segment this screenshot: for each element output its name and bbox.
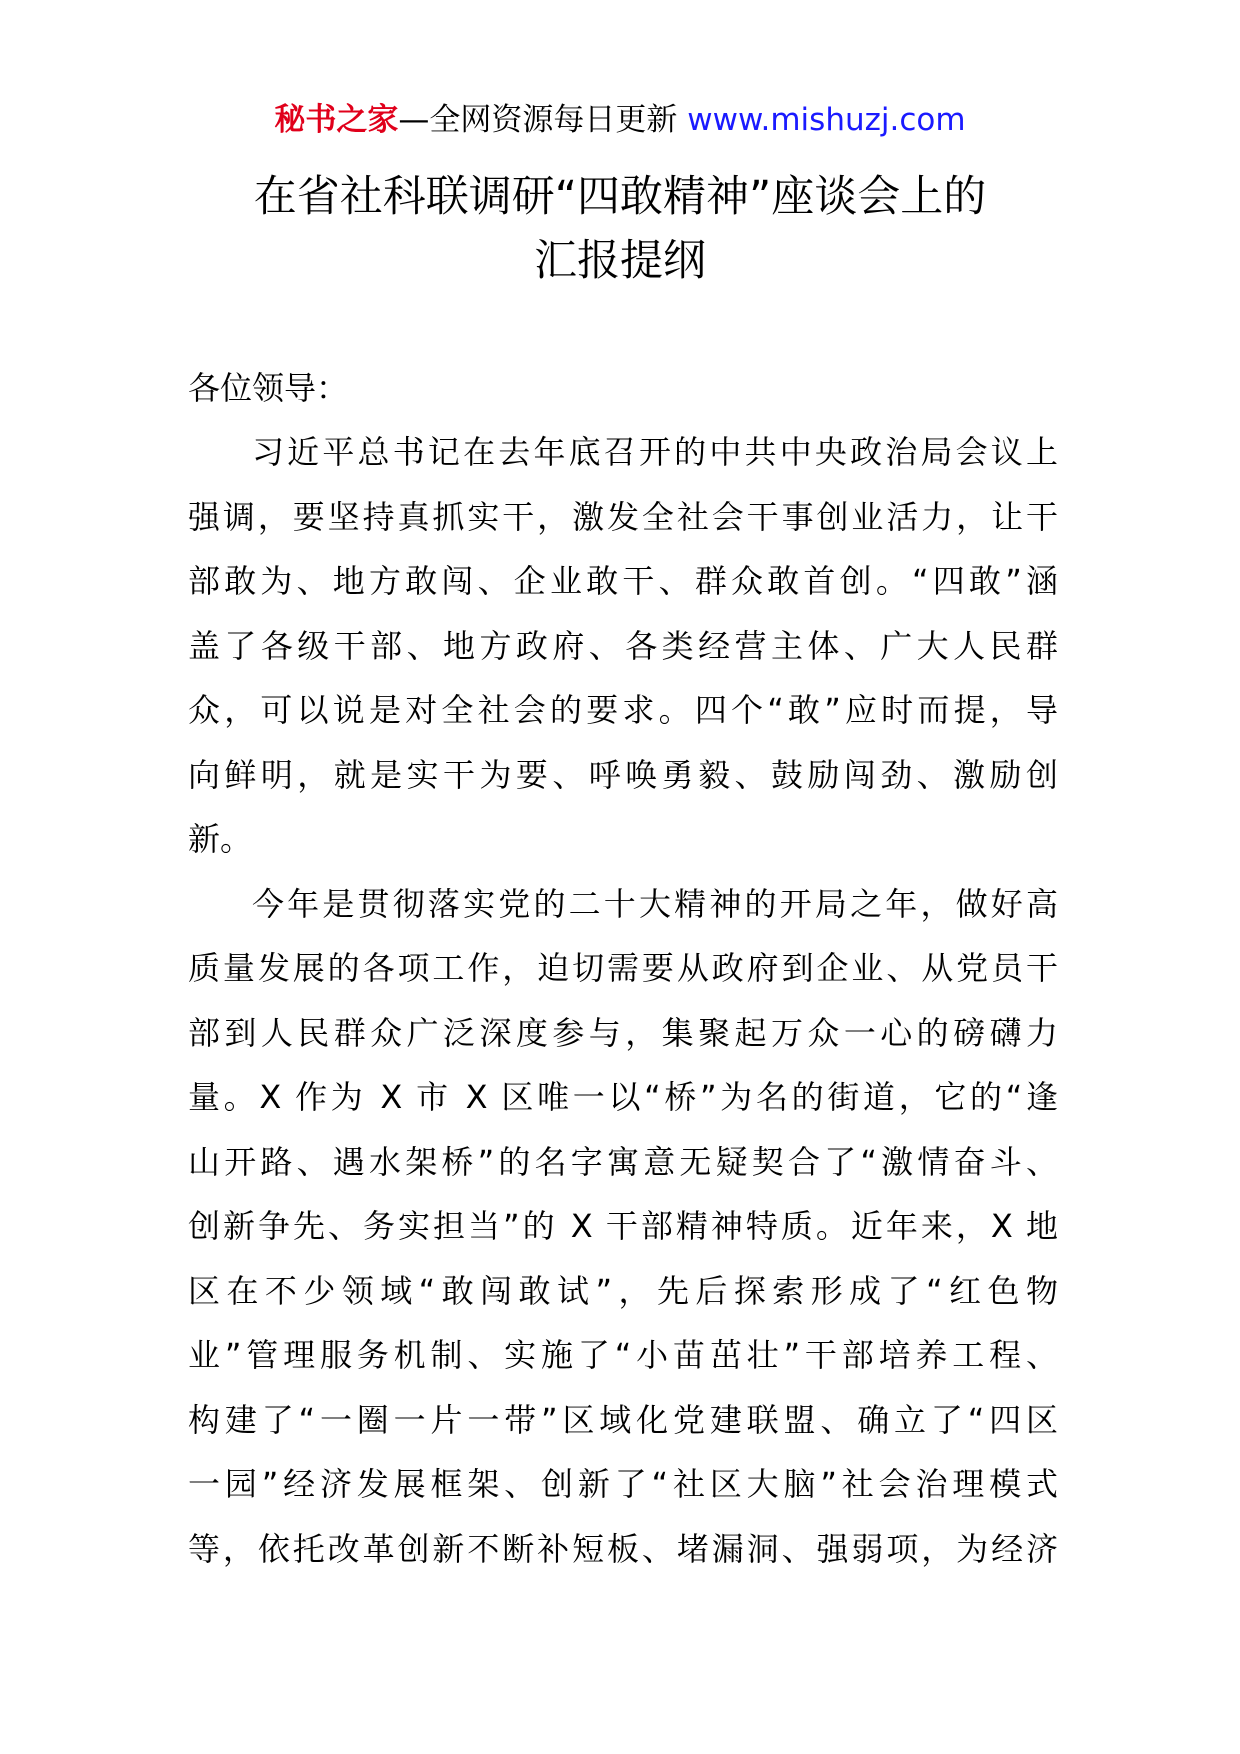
paragraph-line: 等，依托改革创新不断补短板、堵漏洞、强弱项，为经济	[188, 1529, 1058, 1568]
paragraph-line: 盖了各级干部、地方政府、各类经营主体、广大人民群	[188, 626, 1058, 665]
paragraph-line: 区在不少领域“敢闯敢试”，先后探索形成了“红色物	[188, 1271, 1058, 1310]
paragraph	[188, 872, 1058, 1582]
paragraph-line: 创新争先、务实担当”的 X 干部精神特质。近年来，X 地	[188, 1207, 1058, 1245]
brand-name: 秘书之家	[274, 102, 399, 138]
site-url-link[interactable]: www.mishuzj.com	[687, 102, 966, 138]
paragraph	[188, 420, 1058, 872]
salutation: 各位领导：	[188, 369, 349, 407]
document-body	[188, 356, 1058, 1581]
paragraph-line: 众，可以说是对全社会的要求。四个“敢”应时而提，导	[188, 691, 1058, 729]
paragraph-line: 构建了“一圈一片一带”区域化党建联盟、确立了“四区	[188, 1400, 1058, 1439]
paragraph-line: 质量发展的各项工作，迫切需要从政府到企业、从党员干	[188, 949, 1058, 987]
paragraph-line: 部到人民群众广泛深度参与，集聚起万众一心的磅礴力	[188, 1013, 1058, 1052]
paragraph-line: 量。X 作为 X 市 X 区唯一以“桥”为名的街道，它的“逢	[188, 1078, 1058, 1116]
site-header	[0, 100, 1240, 140]
title-line: 汇报提纲	[534, 236, 706, 286]
paragraph-line: 山开路、遇水架桥”的名字寓意无疑契合了“激情奋斗、	[188, 1142, 1058, 1181]
paragraph-line: 习近平总书记在去年底召开的中共中央政治局会议上	[252, 433, 1058, 471]
paragraph-line: 强调，要坚持真抓实干，激发全社会干事创业活力，让干	[188, 497, 1058, 536]
header-tagline: —全网资源每日更新	[398, 102, 678, 138]
paragraph-line: 业”管理服务机制、实施了“小苗茁壮”干部培养工程、	[188, 1336, 1058, 1374]
title-line: 在省社科联调研“四敢精神”座谈会上的	[253, 172, 987, 222]
paragraph-line: 新。	[188, 820, 253, 858]
paragraph-line: 今年是贯彻落实党的二十大精神的开局之年，做好高	[252, 884, 1058, 923]
paragraph-line: 一园”经济发展框架、创新了“社区大脑”社会治理模式	[188, 1465, 1058, 1503]
paragraph-line: 部敢为、地方敢闯、企业敢干、群众敢首创。“四敢”涵	[188, 562, 1058, 600]
paragraph-line: 向鲜明，就是实干为要、呼唤勇毅、鼓励闯劲、激励创	[188, 755, 1058, 794]
document-title	[150, 165, 1090, 293]
